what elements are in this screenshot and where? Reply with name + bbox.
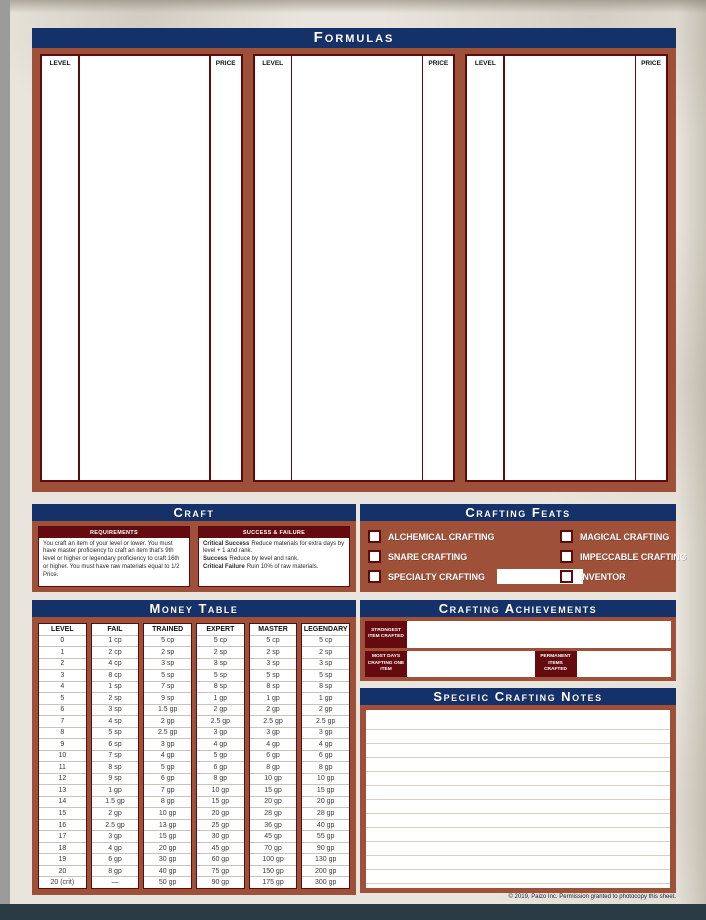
success-label: Success bbox=[203, 556, 228, 563]
money-cell: 1 gp bbox=[302, 693, 349, 705]
specific-crafting-notes-header: Specific Crafting Notes bbox=[360, 688, 676, 705]
money-cell: 8 cp bbox=[92, 670, 139, 682]
success-text: Reduce by level and rank. bbox=[229, 556, 299, 563]
money-cell: 6 sp bbox=[92, 739, 139, 751]
crafting-achievements-body bbox=[360, 617, 676, 681]
success-line bbox=[203, 556, 345, 564]
money-cell: 20 (crit) bbox=[50, 879, 75, 887]
money-cell: 75 gp bbox=[197, 866, 244, 878]
requirements-box bbox=[38, 526, 190, 587]
scan-edge-bottom bbox=[0, 904, 706, 920]
snare-crafting-checkbox[interactable] bbox=[368, 550, 381, 563]
specialty-crafting-checkbox[interactable] bbox=[368, 570, 381, 583]
money-cell: 15 gp bbox=[250, 785, 297, 797]
money-cell: 130 gp bbox=[302, 854, 349, 866]
money-cell: 4 gp bbox=[197, 739, 244, 751]
critical-success-line bbox=[203, 541, 345, 557]
craft-section bbox=[32, 504, 356, 592]
money-cell: 2 gp bbox=[302, 705, 349, 717]
strongest-item-crafted-label: STRONGEST ITEM CRAFTED bbox=[365, 621, 407, 648]
money-cell: 16 bbox=[39, 820, 86, 832]
money-cell: 2.5 gp bbox=[92, 820, 139, 832]
money-cell: 8 gp bbox=[144, 797, 191, 809]
money-cell: 5 sp bbox=[92, 728, 139, 740]
money-cell: 3 sp bbox=[250, 659, 297, 671]
money-cell: 14 bbox=[39, 797, 86, 809]
permanent-items-crafted-input[interactable] bbox=[577, 651, 671, 678]
permanent-items-crafted-label: PERMANENT ITEMS CRAFTED bbox=[535, 651, 577, 678]
money-cell: 4 gp bbox=[144, 751, 191, 763]
money-cell: 1 sp bbox=[92, 682, 139, 694]
money-cell: 100 gp bbox=[250, 854, 297, 866]
column-divider bbox=[209, 56, 211, 480]
money-cell: 15 gp bbox=[302, 785, 349, 797]
impeccable-crafting-checkbox[interactable] bbox=[560, 550, 573, 563]
money-cell: 2 sp bbox=[92, 693, 139, 705]
money-cell: 12 bbox=[39, 774, 86, 786]
magical-crafting-checkbox[interactable] bbox=[560, 530, 573, 543]
money-cell: 5 sp bbox=[197, 670, 244, 682]
money-cell: 7 gp bbox=[144, 785, 191, 797]
money-cell: 4 gp bbox=[302, 739, 349, 751]
money-cell: 175 gp bbox=[262, 879, 284, 887]
column-divider bbox=[422, 56, 424, 480]
feat-impeccable-crafting bbox=[560, 547, 687, 566]
craft-header: Craft bbox=[32, 504, 356, 521]
money-cell: 25 gp bbox=[197, 820, 244, 832]
money-cell: 3 gp bbox=[197, 728, 244, 740]
money-cell: 15 gp bbox=[144, 831, 191, 843]
money-cell: 11 bbox=[39, 762, 86, 774]
money-cell: 45 gp bbox=[250, 831, 297, 843]
money-cell: 2.5 gp bbox=[302, 716, 349, 728]
achievement-row bbox=[365, 651, 671, 678]
money-cell: 8 gp bbox=[250, 762, 297, 774]
money-cell: 9 bbox=[39, 739, 86, 751]
feat-label: MAGICAL CRAFTING bbox=[580, 531, 670, 542]
money-cell: 1 bbox=[39, 647, 86, 659]
money-cell: 6 gp bbox=[92, 854, 139, 866]
most-days-crafting-one-item-label: MOST DAYS CRAFTING ONE ITEM bbox=[365, 651, 407, 678]
money-cell: 10 gp bbox=[302, 774, 349, 786]
crafting-feats-section bbox=[360, 504, 687, 592]
formulas-section bbox=[32, 28, 676, 492]
money-cell: 6 bbox=[39, 705, 86, 717]
money-cell: 8 sp bbox=[250, 682, 297, 694]
money-cell: 150 gp bbox=[250, 866, 297, 878]
money-table-grid bbox=[32, 617, 356, 895]
money-cell: 2.5 gp bbox=[197, 716, 244, 728]
money-cell: 8 sp bbox=[92, 762, 139, 774]
money-cell: 4 sp bbox=[92, 716, 139, 728]
money-cell: 7 sp bbox=[144, 682, 191, 694]
money-cell: 10 bbox=[39, 751, 86, 763]
money-cell: 7 bbox=[39, 716, 86, 728]
money-cell: 1 gp bbox=[197, 693, 244, 705]
money-cell: 3 gp bbox=[92, 831, 139, 843]
money-cell: 30 gp bbox=[144, 854, 191, 866]
money-cell: 55 gp bbox=[302, 831, 349, 843]
money-cell: 10 gp bbox=[197, 785, 244, 797]
critical-failure-text: Ruin 10% of raw materials. bbox=[246, 564, 319, 571]
money-cell: — bbox=[111, 879, 119, 887]
money-cell: 7 sp bbox=[92, 751, 139, 763]
critical-success-label: Critical Success bbox=[203, 540, 250, 547]
formulas-header: Formulas bbox=[32, 28, 676, 48]
success-failure-box bbox=[198, 526, 350, 587]
money-cell: 5 gp bbox=[144, 762, 191, 774]
crafting-feats-header: Crafting Feats bbox=[360, 504, 676, 521]
money-cell: 20 gp bbox=[302, 797, 349, 809]
money-cell: 4 gp bbox=[92, 843, 139, 855]
money-cell: 5 gp bbox=[197, 751, 244, 763]
money-cell: 0 bbox=[39, 636, 86, 648]
price-column-label: PRICE bbox=[215, 60, 236, 67]
money-cell: 70 gp bbox=[250, 843, 297, 855]
crafting-achievements-header: Crafting Achievements bbox=[360, 600, 676, 617]
money-cell: 15 gp bbox=[197, 797, 244, 809]
money-cell: 1 cp bbox=[92, 636, 139, 648]
money-cell: 4 gp bbox=[250, 739, 297, 751]
specific-crafting-notes-body bbox=[360, 705, 676, 893]
money-cell: 1 gp bbox=[250, 693, 297, 705]
money-cell: 2 gp bbox=[144, 716, 191, 728]
level-column-label: LEVEL bbox=[474, 60, 496, 67]
money-cell: 3 bbox=[39, 670, 86, 682]
feat-label: IMPECCABLE CRAFTING bbox=[580, 551, 687, 562]
price-column-label: PRICE bbox=[428, 60, 449, 67]
success-failure-title: SUCCESS & FAILURE bbox=[199, 527, 349, 538]
money-cell: 20 gp bbox=[197, 808, 244, 820]
money-cell: 6 gp bbox=[250, 751, 297, 763]
money-cell: 50 gp bbox=[158, 879, 177, 887]
money-table-column bbox=[196, 623, 245, 889]
requirements-text: You craft an item of your level or lower. You must have master proficiency to craft an item that's 9th level or higher or legendary proficiency to craft 16th or higher. You must have raw materials equal to 1/2 Price. bbox=[43, 540, 180, 579]
feat-snare-crafting bbox=[368, 547, 560, 566]
inventor-checkbox[interactable] bbox=[560, 570, 573, 583]
money-cell: 1.5 gp bbox=[92, 797, 139, 809]
money-cell: 20 bbox=[39, 866, 86, 878]
money-cell: 19 bbox=[39, 854, 86, 866]
money-table-column bbox=[249, 623, 298, 889]
money-cell: 13 bbox=[39, 785, 86, 797]
money-cell: 20 gp bbox=[144, 843, 191, 855]
column-divider bbox=[291, 56, 293, 480]
requirements-title: REQUIREMENTS bbox=[39, 527, 189, 538]
money-cell: 2 gp bbox=[92, 808, 139, 820]
critical-failure-label: Critical Failure bbox=[203, 564, 245, 571]
money-cell: 2 sp bbox=[144, 647, 191, 659]
feat-label: INVENTOR bbox=[580, 571, 626, 582]
money-cell: 2 gp bbox=[250, 705, 297, 717]
column-divider bbox=[635, 56, 637, 480]
critical-success-text: Reduce materials for extra days by level + 1 and rank. bbox=[203, 540, 345, 555]
money-cell: 45 gp bbox=[197, 843, 244, 855]
money-table-column bbox=[301, 623, 350, 889]
money-cell: 8 sp bbox=[302, 682, 349, 694]
money-cell: 2 bbox=[39, 659, 86, 671]
feat-label: SPECIALTY CRAFTING bbox=[388, 571, 485, 582]
money-cell: 40 gp bbox=[302, 820, 349, 832]
scan-edge-left bbox=[0, 0, 10, 904]
money-cell: 2.5 gp bbox=[144, 728, 191, 740]
money-cell: 3 sp bbox=[92, 705, 139, 717]
money-cell: 30 gp bbox=[197, 831, 244, 843]
money-column-header: MASTER bbox=[250, 624, 297, 636]
money-cell: 8 gp bbox=[92, 866, 139, 878]
money-cell: 5 sp bbox=[302, 670, 349, 682]
money-cell: 60 gp bbox=[197, 854, 244, 866]
money-column-header: FAIL bbox=[92, 624, 139, 636]
money-table-column bbox=[143, 623, 192, 889]
money-cell: 28 gp bbox=[302, 808, 349, 820]
money-cell: 90 gp bbox=[302, 843, 349, 855]
money-cell: 3 sp bbox=[302, 659, 349, 671]
craft-body bbox=[32, 521, 356, 592]
money-cell: 8 sp bbox=[197, 682, 244, 694]
copyright-text: © 2019, Paizo Inc. Permission granted to photocopy this sheet. bbox=[508, 894, 676, 900]
level-column-label: LEVEL bbox=[49, 60, 71, 67]
money-cell: 13 gp bbox=[144, 820, 191, 832]
money-cell: 36 gp bbox=[250, 820, 297, 832]
money-cell: 5 bbox=[39, 693, 86, 705]
money-table-header: Money Table bbox=[32, 600, 356, 617]
money-cell: 2 sp bbox=[197, 647, 244, 659]
money-table-column bbox=[91, 623, 140, 889]
feat-label: ALCHEMICAL CRAFTING bbox=[388, 531, 495, 542]
money-cell: 6 gp bbox=[144, 774, 191, 786]
money-cell: 5 cp bbox=[144, 636, 191, 648]
money-cell: 2.5 gp bbox=[250, 716, 297, 728]
money-cell: 18 bbox=[39, 843, 86, 855]
notes-lined-input-area[interactable] bbox=[366, 710, 670, 888]
money-table-section bbox=[32, 600, 356, 895]
feat-inventor bbox=[560, 567, 687, 586]
strongest-item-crafted-input[interactable] bbox=[407, 621, 671, 648]
formula-list-column-2[interactable] bbox=[253, 54, 456, 482]
column-divider bbox=[503, 56, 505, 480]
money-column-header: LEGENDARY bbox=[302, 624, 349, 636]
achievement-row bbox=[365, 621, 671, 648]
crafting-achievements-section bbox=[360, 600, 676, 681]
money-cell: 2 sp bbox=[302, 647, 349, 659]
money-column-header: EXPERT bbox=[197, 624, 244, 636]
money-cell: 5 cp bbox=[250, 636, 297, 648]
money-cell: 5 cp bbox=[197, 636, 244, 648]
money-cell: 1 gp bbox=[92, 785, 139, 797]
money-cell: 3 gp bbox=[250, 728, 297, 740]
money-cell: 5 cp bbox=[302, 636, 349, 648]
money-cell: 20 gp bbox=[250, 797, 297, 809]
money-cell: 3 gp bbox=[144, 739, 191, 751]
money-cell: 3 sp bbox=[144, 659, 191, 671]
feat-specialty-crafting bbox=[368, 567, 560, 586]
formula-list-column-3[interactable] bbox=[465, 54, 668, 482]
money-cell: 200 gp bbox=[302, 866, 349, 878]
money-cell: 5 sp bbox=[144, 670, 191, 682]
money-cell: 1.5 gp bbox=[144, 705, 191, 717]
money-column-header: TRAINED bbox=[144, 624, 191, 636]
money-cell: 2 cp bbox=[92, 647, 139, 659]
price-column-label: PRICE bbox=[641, 60, 661, 67]
money-cell: 9 sp bbox=[144, 693, 191, 705]
success-failure-text bbox=[199, 538, 349, 575]
money-cell: 90 gp bbox=[211, 879, 230, 887]
money-cell: 9 sp bbox=[92, 774, 139, 786]
money-cell: 8 bbox=[39, 728, 86, 740]
money-cell: 40 gp bbox=[144, 866, 191, 878]
money-cell: 4 cp bbox=[92, 659, 139, 671]
level-column-label: LEVEL bbox=[262, 60, 284, 67]
specific-crafting-notes-section bbox=[360, 688, 676, 893]
crafting-feats-body bbox=[360, 521, 687, 592]
money-cell: 28 gp bbox=[250, 808, 297, 820]
money-cell: 10 gp bbox=[144, 808, 191, 820]
money-cell: 5 sp bbox=[250, 670, 297, 682]
money-column-header: LEVEL bbox=[39, 624, 86, 636]
money-cell: 8 gp bbox=[197, 774, 244, 786]
money-cell: 6 gp bbox=[302, 751, 349, 763]
feat-alchemical-crafting bbox=[368, 527, 560, 546]
money-cell: 10 gp bbox=[250, 774, 297, 786]
money-cell: 3 gp bbox=[302, 728, 349, 740]
feat-label: SNARE CRAFTING bbox=[388, 551, 468, 562]
money-table-column bbox=[38, 623, 87, 889]
critical-failure-line bbox=[203, 564, 345, 572]
money-cell: 4 bbox=[39, 682, 86, 694]
money-cell: 8 gp bbox=[302, 762, 349, 774]
alchemical-crafting-checkbox[interactable] bbox=[368, 530, 381, 543]
money-cell: 6 gp bbox=[197, 762, 244, 774]
money-cell: 300 gp bbox=[314, 879, 337, 887]
formulas-body bbox=[32, 48, 676, 492]
formula-list-column-1[interactable] bbox=[40, 54, 243, 482]
money-cell: 2 gp bbox=[197, 705, 244, 717]
money-cell: 15 bbox=[39, 808, 86, 820]
money-cell: 2 sp bbox=[250, 647, 297, 659]
most-days-crafting-one-item-input[interactable] bbox=[407, 651, 535, 678]
feat-magical-crafting bbox=[560, 527, 687, 546]
money-cell: 17 bbox=[39, 831, 86, 843]
money-cell: 3 sp bbox=[197, 659, 244, 671]
column-divider bbox=[78, 56, 80, 480]
